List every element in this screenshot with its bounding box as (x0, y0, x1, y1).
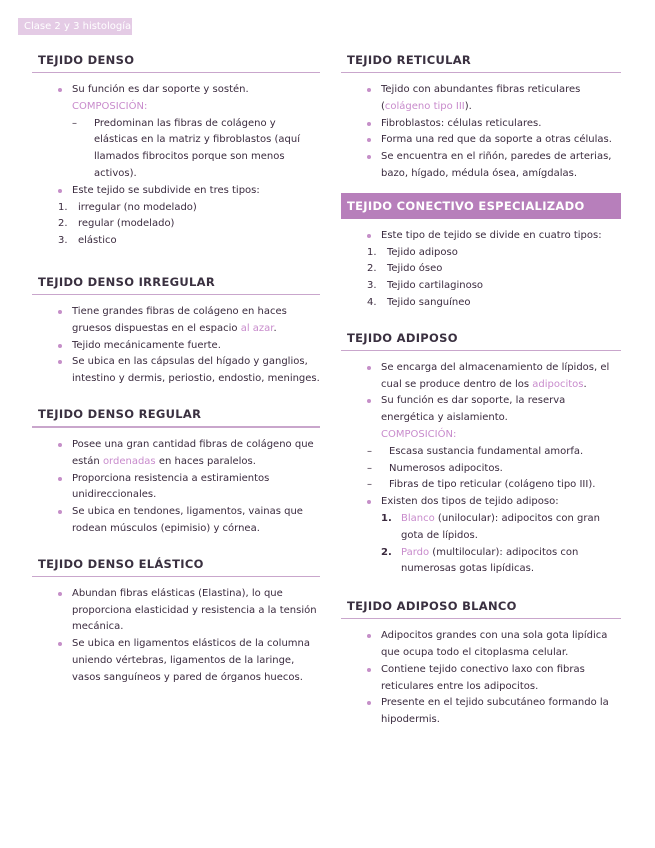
section-title: TEJIDO ADIPOSO BLANCO (341, 594, 621, 619)
section-tejido-denso-regular (32, 402, 320, 538)
highlight-text: adipocitos (532, 378, 584, 390)
numbered-item: 2. Pardo (multilocular): adipocitos con numerosas gotas lipídicas. (381, 546, 579, 575)
highlight-text: ordenadas (102, 455, 156, 467)
list-item (58, 183, 320, 250)
list-item: Fibroblastos: células reticulares. (367, 116, 621, 133)
section-title: TEJIDO RETICULAR (341, 48, 621, 73)
section-title: TEJIDO ADIPOSO (341, 326, 621, 351)
numbered-item: 3. elástico (58, 235, 117, 247)
composition-label: COMPOSICIÓN: (381, 428, 457, 440)
right-column (341, 48, 621, 737)
list-item: Posee una gran cantidad fibras de colágeno que están ordenadas en haces paralelos. (58, 437, 320, 471)
list-item: Forma una red que da soporte a otras células. (367, 132, 621, 149)
dash-item: – Fibras de tipo reticular (colágeno tipo III). (367, 477, 621, 494)
numbered-item: 4. Tejido sanguíneo (367, 296, 471, 308)
bullet-text: Su función es dar soporte y sostén. (72, 84, 249, 95)
numbered-item: 3. Tejido cartilaginoso (367, 280, 484, 292)
dash-item: – Predominan las fibras de colágeno y elásticas en la matriz y fibroblastos (aquí llamados fibrocitos porque son menos activos). (72, 116, 320, 183)
numbered-item: 1. irregular (no modelado) (58, 201, 197, 213)
section-title: TEJIDO CONECTIVO ESPECIALIZADO (341, 193, 621, 219)
list-item: Se ubica en las cápsulas del hígado y ganglios, intestino y dermis, periostio, endostio, meninges. (58, 354, 320, 388)
section-tejido-adiposo (341, 326, 621, 578)
dash-item: – Escasa sustancia fundamental amorfa. (367, 444, 621, 461)
list-item: Adipocitos grandes con una sola gota lipídica que ocupa todo el citoplasma celular. (367, 628, 621, 662)
list-item: Presente en el tejido subcutáneo formando la hipodermis. (367, 695, 621, 729)
list-item: Se encarga del almacenamiento de lípidos, el cual se produce dentro de los adipocitos. (367, 360, 621, 394)
list-item: Contiene tejido conectivo laxo con fibras reticulares entre los adipocitos. (367, 662, 621, 696)
list-item (58, 82, 320, 183)
list-item: Se ubica en tendones, ligamentos, vainas que rodean músculos (epimisio) y córnea. (58, 504, 320, 538)
list-item: Tejido mecánicamente fuerte. (58, 338, 320, 355)
section-tejido-conectivo-especializado (341, 193, 621, 312)
list-item: Abundan fibras elásticas (Elastina), lo que proporciona elasticidad y resistencia a la tensión mecánica. (58, 586, 320, 636)
section-title: TEJIDO DENSO IRREGULAR (32, 270, 320, 295)
dash-item: – Numerosos adipocitos. (367, 461, 621, 478)
composition-label: COMPOSICIÓN: (72, 100, 148, 112)
numbered-item: 2. regular (modelado) (58, 218, 175, 230)
bullet-text: Este tejido se subdivide en tres tipos: (72, 184, 260, 196)
list-item: Este tipo de tejido se divide en cuatro tipos: 1. Tejido adiposo 2. Tejido óseo 3. Tejido cartilaginoso 4. Tejido sanguíneo (367, 228, 621, 312)
list-item: Se encuentra en el riñón, paredes de arterias, bazo, hígado, médula ósea, amígdalas. (367, 149, 621, 183)
section-title: TEJIDO DENSO (32, 48, 320, 73)
left-column (32, 48, 320, 695)
section-tejido-denso-irregular (32, 270, 320, 388)
numbered-item: 1. Tejido adiposo (367, 246, 458, 258)
section-tejido-denso (32, 48, 320, 250)
page-tab-label: Clase 2 y 3 histología (18, 18, 132, 35)
list-item: Tejido con abundantes fibras reticulares (colágeno tipo III). (367, 82, 621, 116)
list-item: Existen dos tipos de tejido adiposo: 1. Blanco (unilocular): adipocitos con gran gota de lípidos. 2. Pardo (multilocular): adipocitos con numerosas gotas lipídicas. (367, 494, 621, 578)
section-tejido-reticular (341, 48, 621, 183)
list-item: Tiene grandes fibras de colágeno en haces gruesos dispuestas en el espacio al azar. (58, 304, 320, 338)
list-item: Su función es dar soporte, la reserva energética y aislamiento. COMPOSICIÓN: – Escasa sustancia fundamental amorfa. – Numerosos adipocitos. – Fibras de tipo reticular (colágeno tipo III). (367, 393, 621, 494)
list-item: Proporciona resistencia a estiramientos unidireccionales. (58, 471, 320, 505)
highlight-text: colágeno tipo III (384, 100, 465, 112)
highlight-text: al azar (240, 322, 274, 334)
numbered-item: 2. Tejido óseo (367, 263, 443, 275)
section-tejido-adiposo-blanco (341, 594, 621, 729)
section-title: TEJIDO DENSO ELÁSTICO (32, 552, 320, 577)
section-tejido-denso-elastico (32, 552, 320, 687)
numbered-item: 1. Blanco (unilocular): adipocitos con gran gota de lípidos. (381, 512, 600, 541)
section-title: TEJIDO DENSO REGULAR (32, 402, 320, 428)
list-item: Se ubica en ligamentos elásticos de la columna uniendo vértebras, ligamentos de la laringe, vasos sanguíneos y pared de órganos huecos. (58, 636, 320, 686)
